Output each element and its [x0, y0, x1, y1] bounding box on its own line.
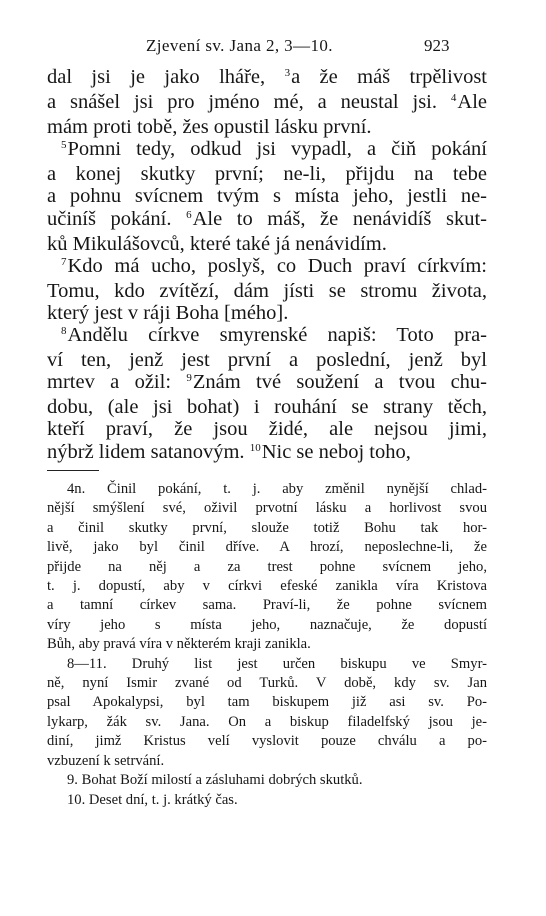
note-line: 8—11. Druhý list jest určen biskupu ve Smyr-	[67, 655, 487, 672]
line-text: Tomu, kdo zvítězí, dám jísti se stromu života,	[47, 279, 487, 302]
note-line: 10. Deset dní, t. j. krátký čas.	[67, 791, 238, 808]
line-text: mám proti tobě, žes opustil lásku první.	[47, 116, 372, 139]
note-line: lykarp, žák sv. Jana. On a biskup filadelfský jsou je-	[47, 713, 487, 730]
note-line: ně, nyní Ismir zvané od Turků. V době, kdy sv. Jan	[47, 675, 487, 692]
verse-number: 6	[186, 208, 192, 221]
text-line	[47, 233, 487, 255]
line-text: ví ten, jenž jest první a poslední, jenž byl	[47, 349, 487, 372]
line-text: kteří praví, že jsou židé, ale nejsou jimi,	[47, 418, 487, 441]
text-line	[47, 185, 487, 207]
text-line	[47, 324, 487, 349]
text-line	[47, 91, 487, 116]
line-text: a že máš trpělivost	[291, 66, 487, 88]
running-head: Zjevení sv. Jana 2, 3—10.	[146, 36, 333, 55]
line-text: Pomni tedy, odkud jsi vypadl, a čiň pokání	[67, 138, 487, 161]
line-text: ků Mikulášovců, které také já nenávidím.	[47, 232, 387, 255]
verse-number: 8	[61, 325, 67, 338]
scripture-text	[47, 66, 487, 466]
note-line: Bůh, aby pravá víra v některém kraji zanikla.	[47, 636, 311, 653]
line-text: Znám tvé soužení a tvou chu-	[192, 371, 487, 394]
text-line	[47, 418, 487, 440]
text-line	[47, 396, 487, 418]
page-header	[0, 36, 546, 58]
note-line: a činil skutky první, slouže totiž Bohu tak hor-	[47, 519, 487, 536]
text-line	[47, 280, 487, 302]
note-line: 9. Bohat Boží milostí a zásluhami dobrých skutků.	[67, 772, 363, 789]
note-line: vzbuzení k setrvání.	[47, 752, 165, 769]
verse-number: 3	[284, 67, 291, 79]
note-line: diní, jimž Kristus velí vyslovit pouze chválu a po-	[47, 733, 487, 750]
commentary-notes	[47, 480, 487, 810]
note-line: nější smýšlení své, oživil prvotní lásku a horlivost svou	[47, 500, 487, 517]
note-line: 4n. Činil pokání, t. j. aby změnil nynější chlad-	[67, 481, 487, 497]
note-line: livě, jako byl činil dříve. A hrozí, neposlechne-li, že	[47, 539, 487, 556]
verse-number: 4	[450, 92, 457, 105]
line-text: a konej skutky první; ne-li, přijdu na tebe	[47, 163, 487, 186]
line-text: Ale	[457, 91, 487, 114]
text-line	[47, 255, 487, 280]
line-text: a pohnu svícnem tvým s místa jeho, jestli ne-	[47, 185, 487, 208]
verse-number: 9	[186, 372, 192, 385]
note-line: víry jeho s místa jeho, naznačuje, že dopustí	[47, 616, 487, 633]
note-line: psal Apokalypsi, byl tam biskupem již asi sv. Po-	[47, 694, 487, 711]
verse-number: 7	[61, 255, 67, 268]
line-text: dobu, (ale jsi bohat) i rouhání se strany těch,	[47, 396, 487, 419]
verse-number: 10	[249, 441, 261, 454]
line-text: učiníš pokání.	[47, 207, 187, 230]
text-line	[47, 208, 487, 233]
text-line	[47, 138, 487, 163]
page-number: 923	[424, 36, 450, 55]
note-line: t. j. dopustí, aby v církvi efeské zanikla víra Kristova	[47, 578, 487, 595]
line-text: nýbrž lidem satanovým.	[47, 440, 250, 463]
note-line: přijde na něj a za trest pohne svícnem jeho,	[47, 558, 487, 575]
note-line: a tamní církev sama. Praví-li, že pohne svícnem	[47, 597, 487, 614]
line-text: a snášel jsi pro jméno mé, a neustal jsi.	[47, 91, 451, 114]
line-text: Andělu církve smyrenské napiš: Toto pra-	[67, 324, 487, 347]
text-line	[47, 163, 487, 185]
line-text: Kdo má ucho, poslyš, co Duch praví církvím:	[67, 254, 487, 277]
text-line	[47, 349, 487, 371]
text-line	[47, 371, 487, 396]
text-line	[47, 66, 487, 91]
line-text: dal jsi je jako lháře,	[47, 66, 285, 88]
line-text: Nic se neboj toho,	[261, 440, 411, 463]
text-line	[47, 116, 487, 138]
line-text: který jest v ráji Boha [mého].	[47, 301, 289, 324]
text-line	[47, 441, 487, 466]
line-text: Ale to máš, že nenávidíš skut-	[192, 207, 487, 230]
verse-number: 5	[61, 139, 67, 152]
text-line	[47, 302, 487, 324]
footnote-separator	[47, 470, 99, 471]
line-text: mrtev a ožil:	[47, 371, 187, 394]
